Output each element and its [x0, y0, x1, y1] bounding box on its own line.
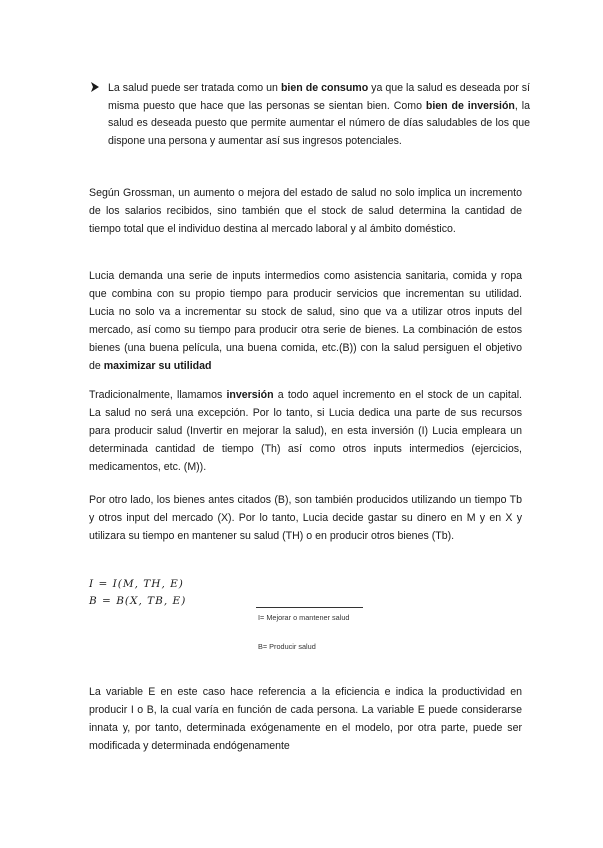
arrow-right-bullet-icon — [90, 82, 100, 92]
bold-maximizar-utilidad: maximizar su utilidad — [103, 359, 212, 372]
paragraph-inversion — [89, 387, 522, 477]
formula-goods: B = B(X, TB, E) — [89, 595, 187, 607]
bullet-text-2: ya que la salud es deseada por sí misma puesto que hace que las personas se sientan bien. Como — [108, 82, 530, 112]
footnote-goods: B= Producir salud — [258, 642, 316, 651]
paragraph-grossman: Según Grossman, un aumento o mejora del estado de salud no solo implica un incremento de los salarios recibidos, sino también que el stock de salud determina la cantidad de tiempo total que el individuo destina al mercado laboral y al ámbito doméstico. — [89, 187, 522, 235]
bold-bien-de-consumo: bien de consumo — [280, 82, 369, 94]
paragraph-lucia-text: Lucia demanda una serie de inputs intermedios como asistencia sanitaria, comida y ropa que combina con su propio tiempo para producir servicios que incrementan su utilidad. Lucia no solo va a incrementar su stock de salud, sino que va a utilizar otros inputs del mercado, así como su tiempo para producir otra serie de bienes. La combinación de estos bienes (una buena película, una buena comida, etc.(B)) con la salud persiguen el objetivo de — [89, 270, 522, 372]
paragraph-variable-e: La variable E en este caso hace referencia a la eficiencia e indica la productividad en producir I o B, la cual varía en función de cada persona. La variable E puede considerarse innata y, por tanto, determinada exógenamente en el modelo, por otra parte, puede ser modificada y determinada endógenamente — [89, 686, 522, 752]
paragraph-inversion-text-1: Tradicionalmente, llamamos — [89, 389, 227, 401]
bullet-item — [108, 80, 530, 151]
bullet-text — [108, 80, 530, 151]
paragraph-inversion-text-2: a todo aquel incremento en el stock de un capital. La salud no será una excepción. Por lo tanto, si Lucia dedica una parte de sus recursos para producir salud (Invertir en mejorar la salud), en esta inversión (I) Lucia empleara un determinada cantidad de tiempo (Th) así como otros inputs intermedios (ejercicios, medicamentos, etc. (M)). — [89, 389, 523, 473]
footnote-divider — [256, 607, 363, 608]
paragraph-lucia-demanda — [89, 268, 522, 375]
paragraph-bienes: Por otro lado, los bienes antes citados (B), son también producidos utilizando un tiempo Tb y otros input del mercado (X). Por lo tanto, Lucia decide gastar su dinero en M y en X y utilizara su tiempo en mantener su salud (TH) o en producir otros bienes (Tb). — [89, 494, 522, 542]
bold-bien-de-inversion: bien de inversión — [425, 99, 515, 112]
bold-inversion: inversión — [226, 389, 274, 401]
bullet-text-1: La salud puede ser tratada como un — [108, 82, 281, 94]
bullet-text-3: , la salud es deseada puesto que permite aumentar el número de días saludables de los que dispone una persona y aumentar así sus ingresos potenciales. — [108, 99, 530, 148]
formula-investment: I = I(M, TH, E) — [89, 578, 184, 590]
footnote-investment: I= Mejorar o mantener salud — [258, 613, 350, 622]
